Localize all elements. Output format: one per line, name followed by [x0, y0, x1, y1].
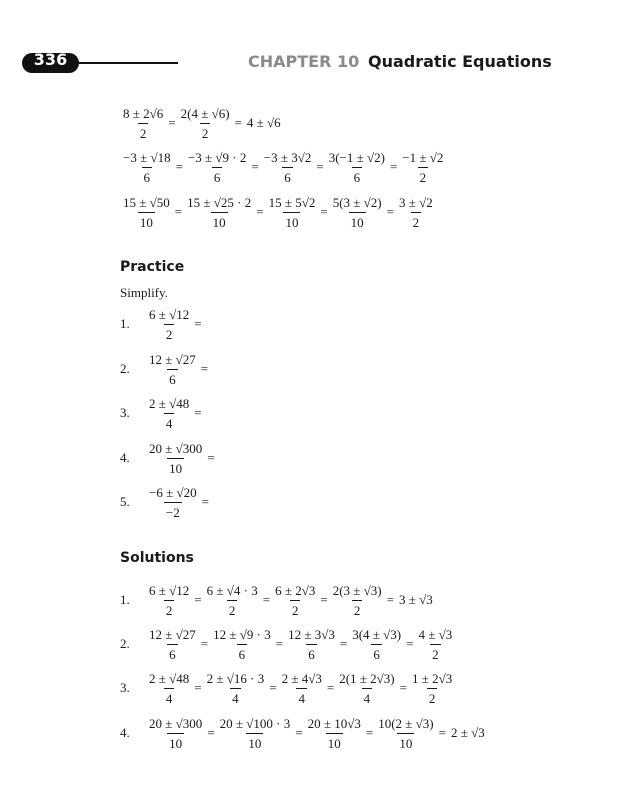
- fraction: $\frac{20 \pm √300}{10}$: [149, 440, 203, 476]
- problem-number: 4.: [120, 450, 130, 465]
- practice-problem: 3. $\frac{2 \pm √48}{4}$ =: [120, 395, 202, 431]
- solution-number: 2.: [120, 636, 130, 651]
- fraction: $\frac{10(2 \pm √3)}{10}$: [378, 715, 434, 751]
- solution-item: 3. $\frac{2 \pm √48}{4}$ = $\frac{2 \pm √16 \cdot 3}{4}$ = $\frac{2 \pm 4√3}{4}$ = $\frac{2(1 \pm 2√3)}{4}$ = $\frac{1 \pm 2√3}{2}$: [120, 670, 453, 706]
- practice-problem: 4. $\frac{20 \pm √300}{10}$ =: [120, 440, 215, 476]
- practice-problem: 5. $\frac{-6 \pm √20}{-2}$ =: [120, 484, 209, 520]
- solution-item: 1. $\frac{6 \pm √12}{2}$ = $\frac{6 \pm √4 \cdot 3}{2}$ = $\frac{6 \pm 2√3}{2}$ = $\frac{2(3 \pm √3)}{2}$ = 3 ± √3: [120, 582, 433, 618]
- fraction: $\frac{6 \pm 2√3}{2}$: [275, 582, 316, 618]
- fraction: $\frac{-3 \pm 3√2}{6}$: [263, 149, 312, 185]
- fraction: $\frac{6 \pm √12}{2}$: [149, 306, 190, 342]
- practice-heading: Practice: [120, 259, 185, 275]
- fraction: $\frac{20 \pm √100 \cdot 3}{10}$: [219, 715, 291, 751]
- fraction: $\frac{2(3 \pm √3)}{2}$: [332, 582, 382, 618]
- problem-number: 3.: [120, 405, 130, 420]
- result: 4 ± √6: [246, 115, 281, 130]
- chapter-label: CHAPTER 10: [248, 52, 360, 71]
- fraction: $\frac{-3 \pm √9 \cdot 2}{6}$: [187, 149, 247, 185]
- fraction: $\frac{-6 \pm √20}{-2}$: [149, 484, 197, 520]
- example-equation: $\frac{15 \pm √50}{10}$ = $\frac{15 \pm √25 \cdot 2}{10}$ = $\frac{15 \pm 5√2}{10}$ = $\frac{5(3 \pm √2)}{10}$ = $\frac{3 \pm √2}{2}$: [123, 194, 433, 230]
- fraction: $\frac{2 \pm √48}{4}$: [149, 670, 190, 706]
- fraction: $\frac{20 \pm 10√3}{10}$: [307, 715, 361, 751]
- fraction: $\frac{5(3 \pm √2)}{10}$: [332, 194, 382, 230]
- fraction: $\frac{-1 \pm √2}{2}$: [402, 149, 444, 185]
- fraction: $\frac{15 \pm √50}{10}$: [123, 194, 170, 230]
- fraction: $\frac{1 \pm 2√3}{2}$: [411, 670, 453, 706]
- solution-number: 3.: [120, 680, 130, 695]
- result: 3 ± √3: [398, 592, 433, 607]
- solution-number: 4.: [120, 725, 130, 740]
- page-header: [22, 50, 552, 78]
- fraction: $\frac{4 \pm √3}{2}$: [418, 626, 453, 662]
- result: 2 ± √3: [450, 725, 485, 740]
- fraction: $\frac{20 \pm √300}{10}$: [149, 715, 203, 751]
- fraction: $\frac{15 \pm 5√2}{10}$: [268, 194, 316, 230]
- practice-instruction: Simplify.: [120, 285, 168, 300]
- fraction: $\frac{2(4 \pm √6)}{2}$: [180, 105, 230, 141]
- fraction: $\frac{12 \pm √27}{6}$: [149, 626, 196, 662]
- fraction: $\frac{2 \pm √16 \cdot 3}{4}$: [206, 670, 265, 706]
- fraction: $\frac{8 \pm 2√6}{2}$: [123, 105, 164, 141]
- fraction: $\frac{2(1 \pm 2√3)}{4}$: [339, 670, 395, 706]
- fraction: $\frac{3(4 \pm √3)}{6}$: [352, 626, 402, 662]
- chapter-title: Quadratic Equations: [368, 52, 552, 71]
- header-rule: [74, 62, 178, 64]
- page-number: 336: [33, 50, 68, 69]
- solution-number: 1.: [120, 592, 130, 607]
- example-equation: $\frac{-3 \pm √18}{6}$ = $\frac{-3 \pm √9 \cdot 2}{6}$ = $\frac{-3 \pm 3√2}{6}$ = $\frac{3(-1 \pm √2)}{6}$ = $\frac{-1 \pm √2}{2}$: [123, 149, 444, 185]
- practice-problem: 2. $\frac{12 \pm √27}{6}$ =: [120, 351, 209, 387]
- fraction: $\frac{6 \pm √4 \cdot 3}{2}$: [206, 582, 258, 618]
- fraction: $\frac{3(-1 \pm √2)}{6}$: [328, 149, 385, 185]
- fraction: $\frac{2 \pm 4√3}{4}$: [281, 670, 322, 706]
- fraction: $\frac{2 \pm √48}{4}$: [149, 395, 190, 431]
- solutions-heading: Solutions: [120, 550, 194, 566]
- solution-item: 2. $\frac{12 \pm √27}{6}$ = $\frac{12 \pm √9 \cdot 3}{6}$ = $\frac{12 \pm 3√3}{6}$ = $\frac{3(4 \pm √3)}{6}$ = $\frac{4 \pm √3}{2}$: [120, 626, 453, 662]
- fraction: $\frac{12 \pm 3√3}{6}$: [288, 626, 335, 662]
- example-equation: $\frac{8 \pm 2√6}{2}$ = $\frac{2(4 \pm √6)}{2}$ = 4 ± √6: [123, 105, 281, 141]
- problem-number: 5.: [120, 494, 130, 509]
- solution-item: 4. $\frac{20 \pm √300}{10}$ = $\frac{20 \pm √100 \cdot 3}{10}$ = $\frac{20 \pm 10√3}{10}$ = $\frac{10(2 \pm √3)}{10}$ = 2 ± √3: [120, 715, 485, 751]
- practice-problem: 1. $\frac{6 \pm √12}{2}$ =: [120, 306, 202, 342]
- fraction: $\frac{12 \pm √27}{6}$: [149, 351, 196, 387]
- fraction: $\frac{3 \pm √2}{2}$: [398, 194, 433, 230]
- fraction: $\frac{12 \pm √9 \cdot 3}{6}$: [213, 626, 271, 662]
- fraction: $\frac{15 \pm √25 \cdot 2}{10}$: [187, 194, 252, 230]
- problem-number: 2.: [120, 361, 130, 376]
- fraction: $\frac{6 \pm √12}{2}$: [149, 582, 190, 618]
- fraction: $\frac{-3 \pm √18}{6}$: [123, 149, 171, 185]
- problem-number: 1.: [120, 316, 130, 331]
